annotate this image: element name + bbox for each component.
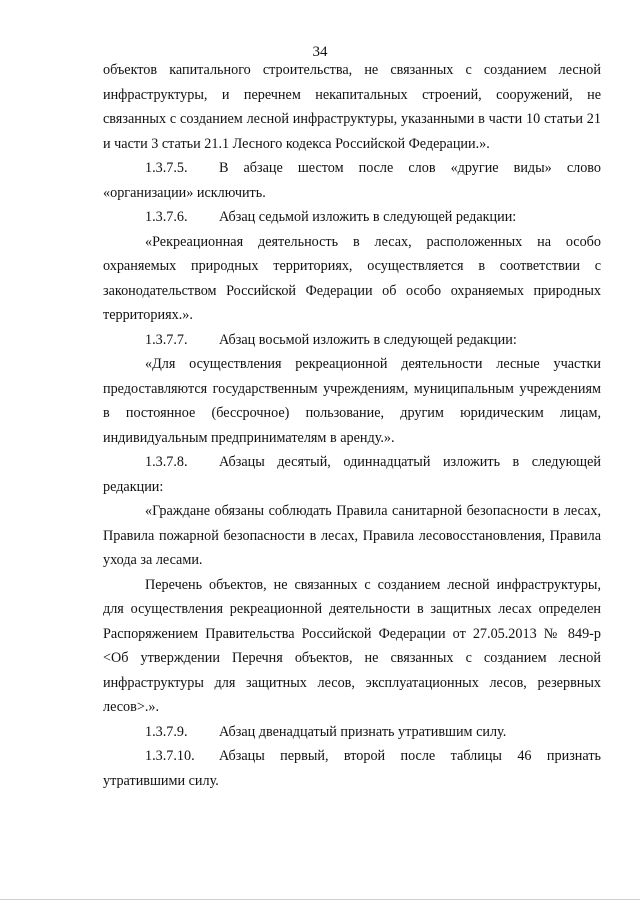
paragraph-1-3-7-9 <box>103 720 601 745</box>
paragraph-text: «Граждане обязаны соблюдать Правила санитарной безопасности в лесах, Правила пожарной безопасности в лесах, Правила лесовосстановления, Правила ухода за лесами. <box>103 503 601 568</box>
quoted-paragraph <box>103 230 601 328</box>
paragraph-text: Абзац седьмой изложить в следующей редакции: <box>219 209 517 225</box>
paragraph-1-3-7-8 <box>103 450 601 499</box>
paragraph-text: Абзац двенадцатый признать утратившим силу. <box>219 723 507 740</box>
paragraph-1-3-7-10 <box>103 744 601 793</box>
paragraph-text: «Для осуществления рекреационной деятельности лесные участки предоставляются государственным учреждениям, муниципальным учреждениям в постоянное (бессрочное) пользование, другим юридическим лицам, индивидуальным предпринимателям в аренду.». <box>103 356 601 446</box>
paragraph-text: Перечень объектов, не связанных с созданием лесной инфраструктуры, для осуществления рекреационной деятельности в защитных лесах определен Распоряжением Правительства Российской Федерации от 27.05.2013 № 849-р <Об утверждении Перечня объектов, не связанных с созданием лесной инфраструктуры для защитных лесов, эксплуатационных лесов, резервных лесов>.». <box>103 576 601 715</box>
paragraph-text: В абзаце шестом после слов «другие виды» слово «организации» исключить. <box>103 160 601 201</box>
paragraph-text: Абзацы первый, второй после таблицы 46 признать утратившими силу. <box>103 748 601 789</box>
paragraph-1-3-7-6 <box>103 205 601 230</box>
paragraph-text: Абзацы десятый, одиннадцатый изложить в следующей редакции: <box>103 454 601 495</box>
document-body <box>103 58 601 793</box>
paragraph-text: объектов капитального строительства, не связанных с созданием лесной инфраструктуры, и перечнем некапитальных строений, сооружений, не связанных с созданием лесной инфраструктуры, указанными в части 10 статьи 21 и части 3 статьи 21.1 Лесного кодекса Российской Федерации.». <box>103 62 601 152</box>
clause-number: 1.3.7.5. <box>145 160 188 176</box>
page-bottom-edge <box>0 899 640 900</box>
quoted-paragraph <box>103 499 601 573</box>
paragraph-continuation <box>103 58 601 156</box>
quoted-paragraph <box>103 573 601 720</box>
paragraph-1-3-7-7 <box>103 328 601 353</box>
clause-number: 1.3.7.8. <box>145 454 188 470</box>
clause-number: 1.3.7.6. <box>145 209 188 225</box>
clause-number: 1.3.7.7. <box>145 331 188 348</box>
paragraph-text: «Рекреационная деятельность в лесах, расположенных на особо охраняемых природных территориях, осуществляется в соответствии с законодательством Российской Федерации об особо охраняемых природных территориях.». <box>103 233 601 323</box>
paragraph-text: Абзац восьмой изложить в следующей редакции: <box>219 331 517 348</box>
clause-number: 1.3.7.10. <box>145 748 195 764</box>
quoted-paragraph <box>103 352 601 450</box>
paragraph-1-3-7-5 <box>103 156 601 205</box>
page-number: 34 <box>312 44 328 60</box>
clause-number: 1.3.7.9. <box>145 723 188 740</box>
